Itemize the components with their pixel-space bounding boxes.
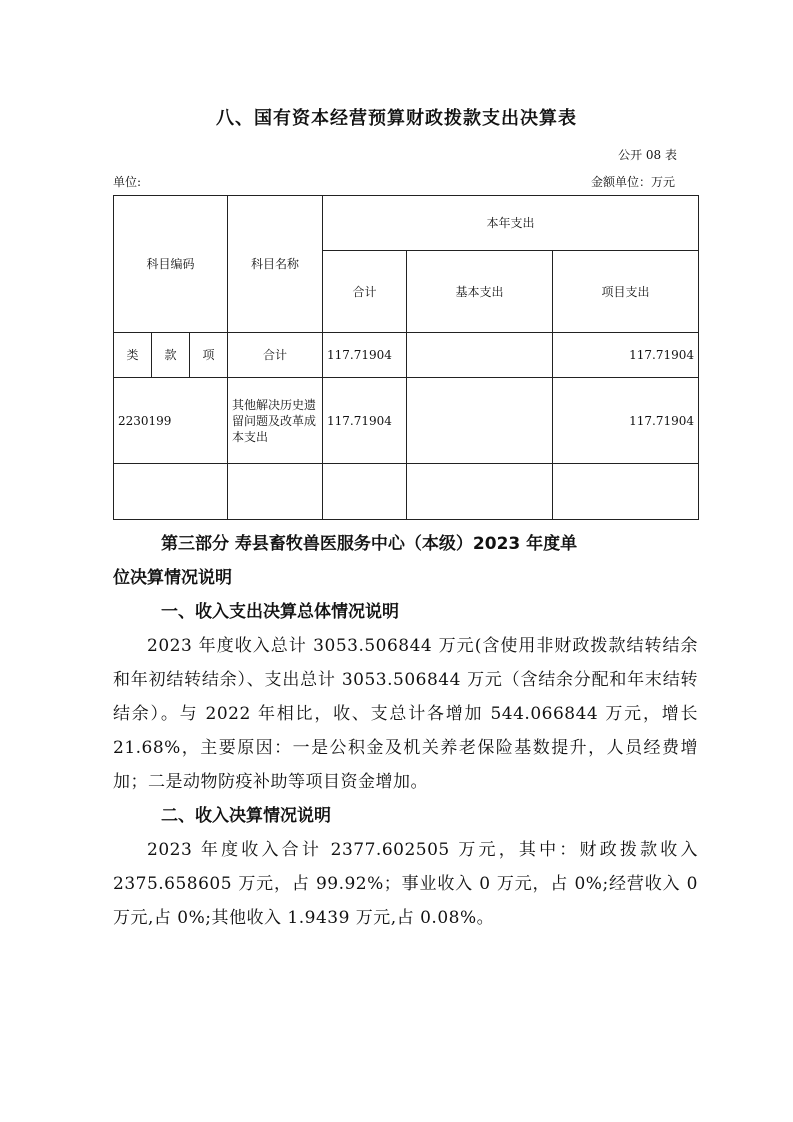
sub-kuan: 款 — [152, 333, 190, 378]
unit-label: 单位: — [113, 175, 142, 189]
table-empty-row — [114, 464, 699, 520]
section2-title: 二、收入决算情况说明 — [161, 806, 331, 826]
row-code: 2230199 — [114, 378, 228, 464]
amount-unit: 金额单位：万元 — [590, 175, 675, 189]
total-row-total: 117.71904 — [323, 333, 407, 378]
total-row-project: 117.71904 — [553, 333, 699, 378]
row-total: 117.71904 — [323, 378, 407, 464]
row-project: 117.71904 — [553, 378, 699, 464]
section2-body: 2023 年度收入合计 2377.602505 万元，其中：财政拨款收入 2375.658605 万元，占 99.92%；事业收入 0 万元，占 0%;经营收入 0 万元,占 0%;其他收入 1.9439 万元,占 0.08%。 — [113, 840, 698, 928]
header-name: 科目名称 — [228, 196, 323, 333]
section1-body: 2023 年度收入总计 3053.506844 万元(含使用非财政拨款结转结余和年初结转结余）、支出总计 3053.506844 万元（含结余分配和年末结转结余）。与 2022 年相比，收、支总计各增加 544.066844 万元，增长 21.68%，主要原因：一是公积金及机关养老保险基数提升，人员经费增加；二是动物防疫补助等项目资金增加。 — [113, 636, 698, 792]
row-name: 其他解决历史遗留问题及改革成本支出 — [228, 378, 323, 464]
row-basic — [407, 378, 553, 464]
header-basic: 基本支出 — [407, 251, 553, 333]
sub-lei: 类 — [114, 333, 152, 378]
empty-cell — [323, 464, 407, 520]
header-code: 科目编码 — [114, 196, 228, 333]
sub-xiang: 项 — [190, 333, 228, 378]
header-total: 合计 — [323, 251, 407, 333]
total-row-name: 合计 — [228, 333, 323, 378]
section1-title: 一、收入支出决算总体情况说明 — [161, 602, 399, 622]
part3-heading-line1: 第三部分 寿县畜牧兽医服务中心（本级）2023 年度单 — [161, 534, 578, 554]
empty-cell — [553, 464, 699, 520]
empty-cell — [407, 464, 553, 520]
form-number: 公开 08 表 — [618, 148, 677, 162]
part3-heading-line2: 位决算情况说明 — [113, 568, 232, 588]
empty-cell — [114, 464, 228, 520]
table-header-row — [114, 196, 699, 251]
table-total-row — [114, 333, 699, 378]
table-title: 八、国有资本经营预算财政拨款支出决算表 — [216, 108, 577, 129]
total-row-basic — [407, 333, 553, 378]
table-row — [114, 378, 699, 464]
empty-cell — [228, 464, 323, 520]
part3-section — [113, 527, 698, 935]
header-current-year: 本年支出 — [323, 196, 699, 251]
header-project: 项目支出 — [553, 251, 699, 333]
expenditure-table — [113, 195, 699, 520]
